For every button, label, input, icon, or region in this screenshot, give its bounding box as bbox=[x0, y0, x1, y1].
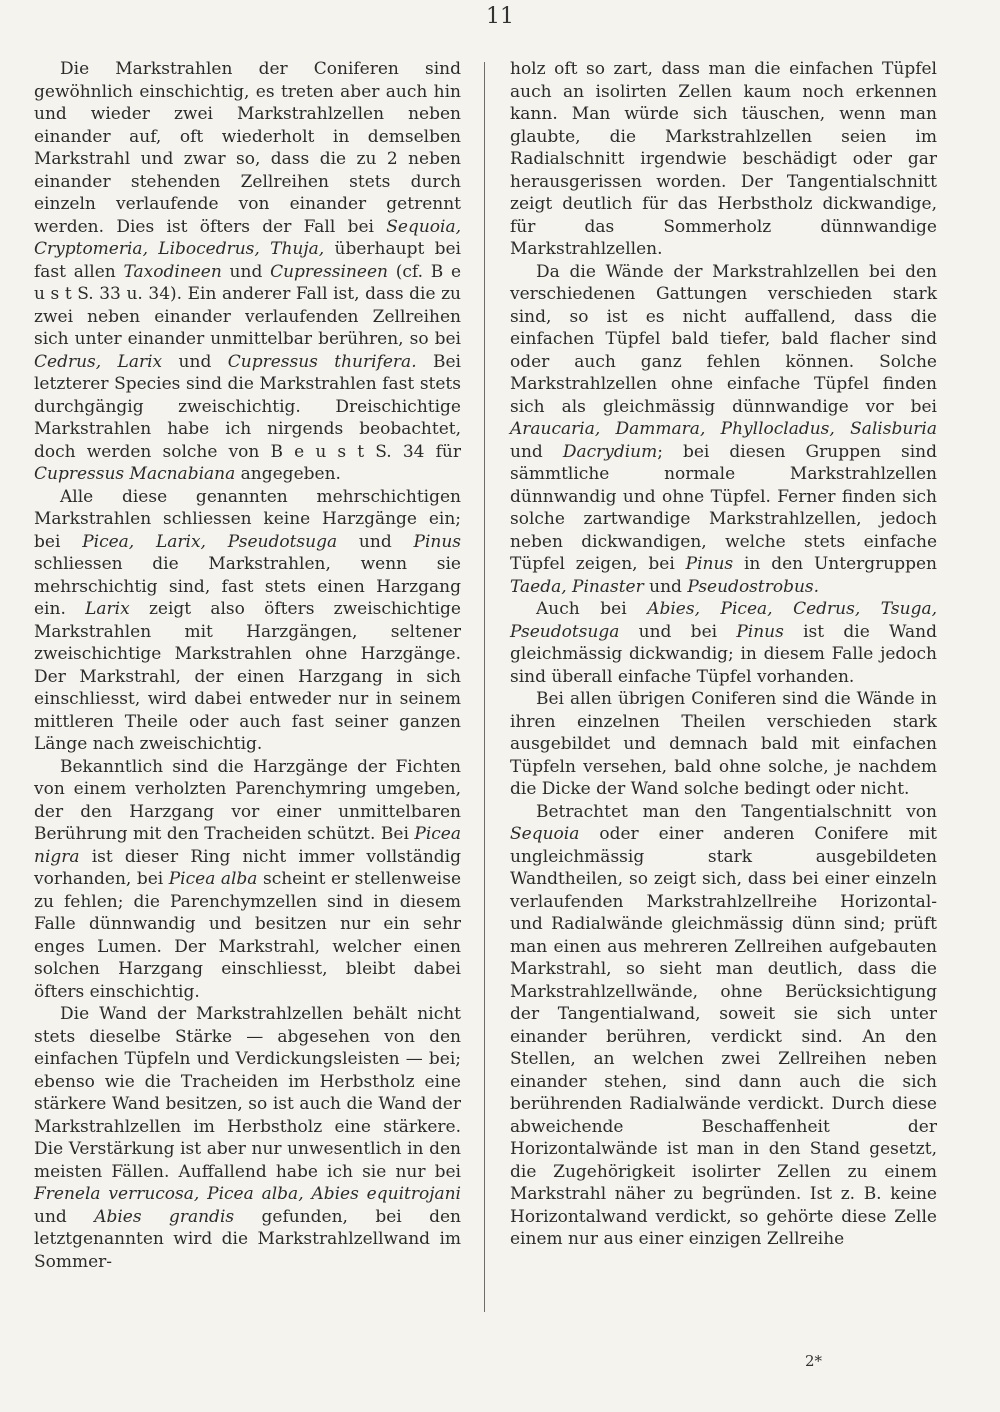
text-run: ist die Wand gleichmässig dickwandig; in diesem Falle jedoch sind überall einfache Tüpfel vorhanden. bbox=[510, 621, 937, 687]
text-run: und bbox=[221, 261, 271, 282]
text-run: und bbox=[34, 1206, 95, 1227]
paragraph bbox=[510, 58, 937, 261]
text-run: überhaupt bei fast allen bbox=[34, 239, 461, 282]
column-divider bbox=[484, 62, 485, 1312]
text-run: und bbox=[337, 531, 414, 552]
italic-text: Larix bbox=[85, 599, 130, 619]
text-run: und bbox=[162, 351, 228, 372]
italic-text: Araucaria, Dammara, Phyllocladus, Salisburia bbox=[510, 419, 937, 439]
italic-text: Pinus bbox=[685, 554, 734, 574]
text-run: Die Markstrahlen der Coniferen sind gewöhnlich einschichtig, es treten aber auch hin und wieder zwei Markstrahlzellen neben einander auf, oft wiederholt in demselben Markstrahl und zwar so, dass die zu 2 neben einander stehenden Zellreihen stets durch einzeln verlaufende von einander getrennt werden. Dies ist öfters der Fall bei bbox=[34, 59, 461, 237]
text-run: schliessen die Markstrahlen, wenn sie mehrschichtig sind, fast stets einen Harzgang ein. bbox=[34, 554, 461, 619]
paragraph bbox=[510, 801, 937, 1251]
text-run: Bekanntlich sind die Harzgänge der Fichten von einem verholzten Parenchymring umgeben, der den Harzgang vor einer unmittelbaren Berührung mit den Tracheiden schützt. Bei bbox=[34, 756, 461, 844]
paragraph bbox=[34, 486, 461, 756]
italic-text: Cedrus, Larix bbox=[34, 351, 163, 372]
text-run: Auch bei bbox=[536, 599, 648, 619]
paragraph bbox=[510, 688, 937, 801]
italic-text: Abies grandis bbox=[94, 1206, 235, 1227]
paragraph bbox=[34, 58, 461, 486]
text-run: und bei bbox=[619, 621, 737, 642]
left-column bbox=[34, 58, 461, 1273]
text-run: gefunden, bei den letztgenannten wird die Markstrahlzellwand im Sommer- bbox=[34, 1206, 462, 1272]
text-run: ist dieser Ring nicht immer vollständig vorhanden, bei bbox=[34, 846, 461, 889]
italic-text: Cupressus thurifera. bbox=[227, 351, 417, 372]
text-run: Da die Wände der Markstrahlzellen bei den verschiedenen Gattungen verschieden stark sind, so ist es nicht auffallend, dass die einfachen Tüpfel bald tiefer, bald flacher sind oder auch ganz fehlen können. Solche Markstrahlzellen ohne einfache Tüpfel finden sich als gleichmässig dünnwandige vor bei bbox=[510, 261, 937, 417]
italic-text: Taxodineen bbox=[123, 261, 222, 282]
paragraph bbox=[34, 1003, 461, 1273]
italic-text: Picea alba bbox=[168, 869, 258, 889]
italic-text: Pinus bbox=[736, 621, 784, 642]
text-run: in den Untergruppen bbox=[733, 554, 937, 574]
text-run: Bei allen übrigen Coniferen sind die Wände in ihren einzelnen Theilen verschieden stark ausgebildet und demnach bald mit einfachen Tüpfeln versehen, bald ohne solche, je nachdem die Dicke der Wand solche bedingt oder nicht. bbox=[510, 689, 937, 799]
text-run: ; bei diesen Gruppen sind sämmtliche normale Markstrahlzellen dünnwandig und ohne Tüpfel. Ferner finden sich solche zartwandige Markstrahlzellen, jedoch neben dickwandigen, welche stets einfache Tüpfel zeigen, bei bbox=[510, 441, 937, 574]
italic-text: Sequoia, Cryptomeria, Libocedrus, Thuja, bbox=[34, 216, 461, 259]
text-run: zeigt also öfters zweischichtige Markstrahlen mit Harzgängen, seltener zweischichtige Markstrahlen ohne Harzgänge. Der Markstrahl, der einen Harzgang in sich einschliesst, wird dabei entweder nur in seinem mittleren Theile oder auch fast seiner ganzen Länge nach zweischichtig. bbox=[34, 599, 461, 754]
text-run: Alle diese genannten mehrschichtigen Markstrahlen schliessen keine Harzgänge ein; bei bbox=[34, 486, 461, 552]
text-run: (cf. B e u s t S. 33 u. 34). Ein anderer Fall ist, dass die zu zwei neben einander verlaufenden Zellreihen sich unter einander unmittelbar berühren, so bei bbox=[34, 261, 461, 349]
italic-text: Cupressus Macnabiana bbox=[34, 464, 236, 484]
italic-text: Sequoia bbox=[510, 824, 580, 844]
text-run: oder einer anderen Conifere mit ungleichmässig stark ausgebildeten Wandtheilen, so zeigt sich, dass bei einer einzeln verlaufenden Markstrahlzellreihe Horizontal- und Radialwände gleichmässig dünn sind; prüft man einen aus mehreren Zellreihen aufgebauten Markstrahl, so sieht man deutlich, dass die Markstrahlzellwände, ohne Berücksichtigung der Tangentialwand, soweit sie sich unter einander berühren, verdickt sind. An den Stellen, an welchen zwei Zellreihen neben einander stehen, sind dann auch die sich berührenden Radialwände verdickt. Durch diese abweichende Beschaffenheit der Horizontalwände ist man in den Stand gesetzt, die Zugehörigkeit isolirter Zellen zu einem Markstrahl näher zu begründen. Ist z. B. keine Horizontalwand verdickt, so gehörte diese Zelle einem nur aus einer einzigen Zellreihe bbox=[510, 824, 937, 1249]
italic-text: Dacrydium bbox=[562, 441, 658, 462]
italic-text: Picea, Larix, Pseudotsuga bbox=[82, 531, 338, 552]
italic-text: Taeda, Pinaster bbox=[510, 576, 644, 597]
text-run: scheint er stellenweise zu fehlen; die Parenchymzellen sind in diesem Falle dünnwandig und besitzen nur ein sehr enges Lumen. Der Markstrahl, welcher einen solchen Harzgang einschliesst, bleibt dabei öfters einschichtig. bbox=[34, 869, 462, 1002]
text-run: und bbox=[510, 441, 563, 462]
paragraph bbox=[510, 598, 937, 688]
italic-text: Frenela verrucosa, Picea alba, Abies equitrojani bbox=[34, 1184, 461, 1204]
paragraph bbox=[34, 756, 461, 1004]
italic-text: Picea nigra bbox=[34, 824, 461, 867]
right-column bbox=[510, 58, 937, 1251]
italic-text: Abies, Picea, Cedrus, Tsuga, Pseudotsuga bbox=[510, 599, 938, 642]
italic-text: Pinus bbox=[413, 531, 461, 552]
text-run: Die Wand der Markstrahlzellen behält nicht stets dieselbe Stärke — abgesehen von den einfachen Tüpfeln und Verdickungsleisten — bei; ebenso wie die Tracheiden im Herbstholz eine stärkere Wand besitzen, so ist auch die Wand der Markstrahlzellen im Herbstholz eine stärkere. Die Verstärkung ist aber nur unwesentlich in den meisten Fällen. Auffallend habe ich sie nur bei bbox=[34, 1004, 461, 1182]
signature-mark: 2* bbox=[805, 1352, 823, 1370]
text-run: angegeben. bbox=[235, 464, 341, 484]
text-run: Betrachtet man den Tangentialschnitt von bbox=[536, 801, 937, 822]
italic-text: Pseudostrobus. bbox=[687, 576, 820, 597]
italic-text: Cupressineen bbox=[270, 261, 388, 282]
page-number: 11 bbox=[486, 4, 514, 29]
paragraph bbox=[510, 261, 937, 599]
text-run: holz oft so zart, dass man die einfachen Tüpfel auch an isolirten Zellen kaum noch erkennen kann. Man würde sich täuschen, wenn man glaubte, die Markstrahlzellen seien im Radialschnitt irgendwie beschädigt oder gar herausgerissen worden. Der Tangentialschnitt zeigt deutlich für das Herbstholz dickwandige, für das Sommerholz dünnwandige Markstrahlzellen. bbox=[510, 59, 937, 259]
text-run: und bbox=[643, 576, 688, 597]
text-run: Bei letzterer Species sind die Markstrahlen fast stets durchgängig zweischichtig. Dreischichtige Markstrahlen habe ich nirgends beobachtet, doch werden solche von B e u s t S. 34 für bbox=[34, 351, 461, 462]
